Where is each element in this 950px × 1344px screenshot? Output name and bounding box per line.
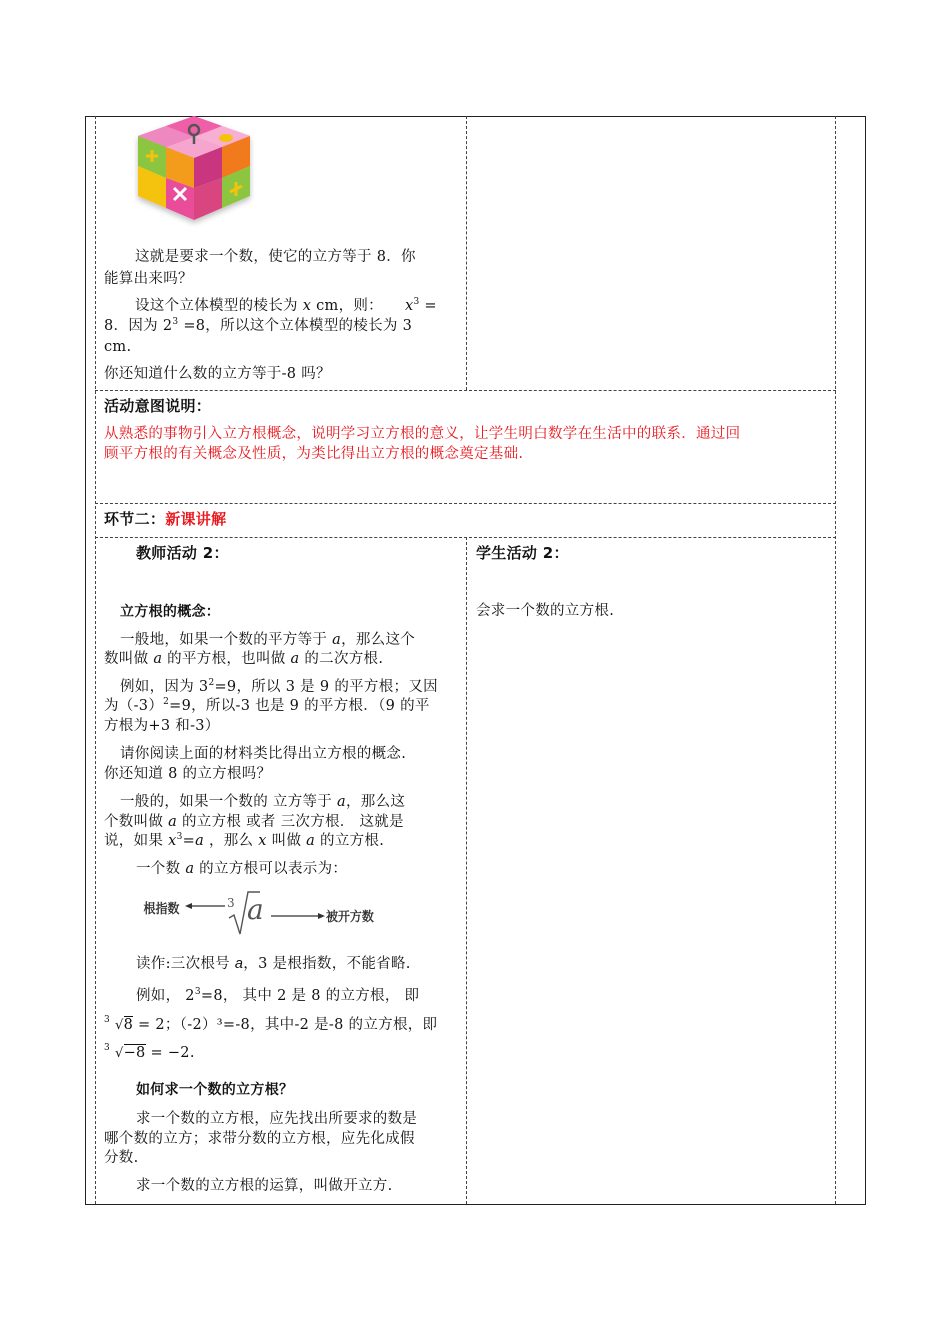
- cube-root-example-line-1: 例如， $2^3=8$， 其中 2 是 8 的立方根， 即: [136, 987, 420, 1004]
- inner-right-border: [835, 116, 836, 1204]
- row-divider-2: [95, 503, 836, 504]
- radical-index: 3: [227, 896, 235, 910]
- section-2-heading: 环节二：新课讲解: [104, 510, 227, 528]
- how-to-find-line-1: 求一个数的立方根，应先找出所要求的数是: [136, 1111, 418, 1127]
- radicand-label: 被开方数: [326, 909, 374, 924]
- intro-paragraph-2-line-2: 8．因为 $2^3 =8$，所以这个立体模型的棱长为 3: [104, 317, 413, 334]
- square-root-example-line-2: 为$(-3)^2=9$，所以-3 也是 9 的平方根．（9 的平: [104, 697, 430, 714]
- cube-root-example-line-2: 3 √8 = 2；（-2）³=-8，其中-2 是-8 的立方根，即: [104, 1015, 437, 1036]
- intent-line-2: 顾平方根的有关概念及性质，为类比得出立方根的概念奠定基础.: [104, 446, 524, 462]
- student-activity-text: 会求一个数的立方根.: [476, 603, 615, 619]
- student-activity-heading: 学生活动 2：: [476, 544, 569, 562]
- table-right-border: [865, 116, 866, 1204]
- column-divider-bottom: [466, 537, 467, 1204]
- cube-illustration: [134, 116, 254, 229]
- analogy-prompt-line-2: 你还知道 8 的立方根吗？: [104, 766, 272, 782]
- intent-heading: 活动意图说明：: [104, 397, 212, 415]
- cube-root-of-8: 3 √8 = 2: [104, 1015, 165, 1033]
- intro-paragraph-1-line-2: 能算出来吗？: [104, 271, 193, 287]
- how-to-find-title: 如何求一个数的立方根？: [136, 1082, 294, 1098]
- column-divider-top: [466, 116, 467, 390]
- analogy-prompt-line-1: 请你阅读上面的材料类比得出立方根的概念.: [120, 746, 407, 762]
- inner-left-border: [95, 116, 96, 1204]
- intro-paragraph-2-line-3: cm.: [104, 339, 132, 355]
- cube-root-of-negative-8: 3 √−8 = −2: [104, 1043, 190, 1061]
- notation-intro: 一个数 a 的立方根可以表示为：: [136, 861, 348, 877]
- table-bottom-border: [85, 1204, 866, 1205]
- square-root-definition-line-2: 数叫做 a 的平方根，也叫做 a 的二次方根.: [104, 651, 384, 667]
- row-divider-1: [95, 390, 836, 391]
- intent-line-1: 从熟悉的事物引入立方根概念，说明学习立方根的意义，让学生明白数学在生活中的联系．通过回: [104, 426, 741, 442]
- reading-note: 读作:三次根号 a，3 是根指数，不能省略.: [136, 956, 411, 972]
- cube-root-definition-line-1: 一般的，如果一个数的 立方等于 a，那么这: [120, 794, 406, 810]
- cube-root-operation-definition: 求一个数的立方根的运算，叫做开立方.: [136, 1178, 393, 1194]
- intro-paragraph-3: 你还知道什么数的立方等于-8 吗？: [104, 366, 331, 382]
- cube-root-example-line-3: 3 √−8 = −2.: [104, 1043, 195, 1064]
- table-left-border: [85, 116, 86, 1204]
- row-divider-3: [95, 537, 836, 538]
- radical-radicand: a: [247, 893, 264, 926]
- teacher-activity-heading: 教师活动 2：: [136, 544, 229, 562]
- how-to-find-line-3: 分数.: [104, 1150, 139, 1166]
- square-root-definition-line-1: 一般地，如果一个数的平方等于 a，那么这个: [120, 632, 416, 648]
- radical-index-label: 根指数: [143, 901, 180, 916]
- square-root-example-line-1: 例如，因为 $3^2=9$，所以 3 是 9 的平方根；又因: [120, 678, 438, 695]
- square-root-example-line-3: 方根为+3 和-3）: [104, 718, 220, 734]
- cube-root-definition-line-2: 个数叫做 a 的立方根 或者 三次方根． 这就是: [104, 814, 404, 830]
- intro-paragraph-2-line-1: 设这个立体模型的棱长为 x cm，则： $x^3$ =: [135, 297, 437, 314]
- cube-root-definition-line-3: 说，如果 $x^3=a$ ，那么 x 叫做 a 的立方根.: [104, 832, 385, 849]
- how-to-find-line-2: 哪个数的立方；求带分数的立方根，应先化成假: [104, 1131, 415, 1147]
- intro-paragraph-1-line-1: 这就是要求一个数，使它的立方等于 8．你: [135, 249, 416, 265]
- concept-title: 立方根的概念：: [120, 604, 221, 620]
